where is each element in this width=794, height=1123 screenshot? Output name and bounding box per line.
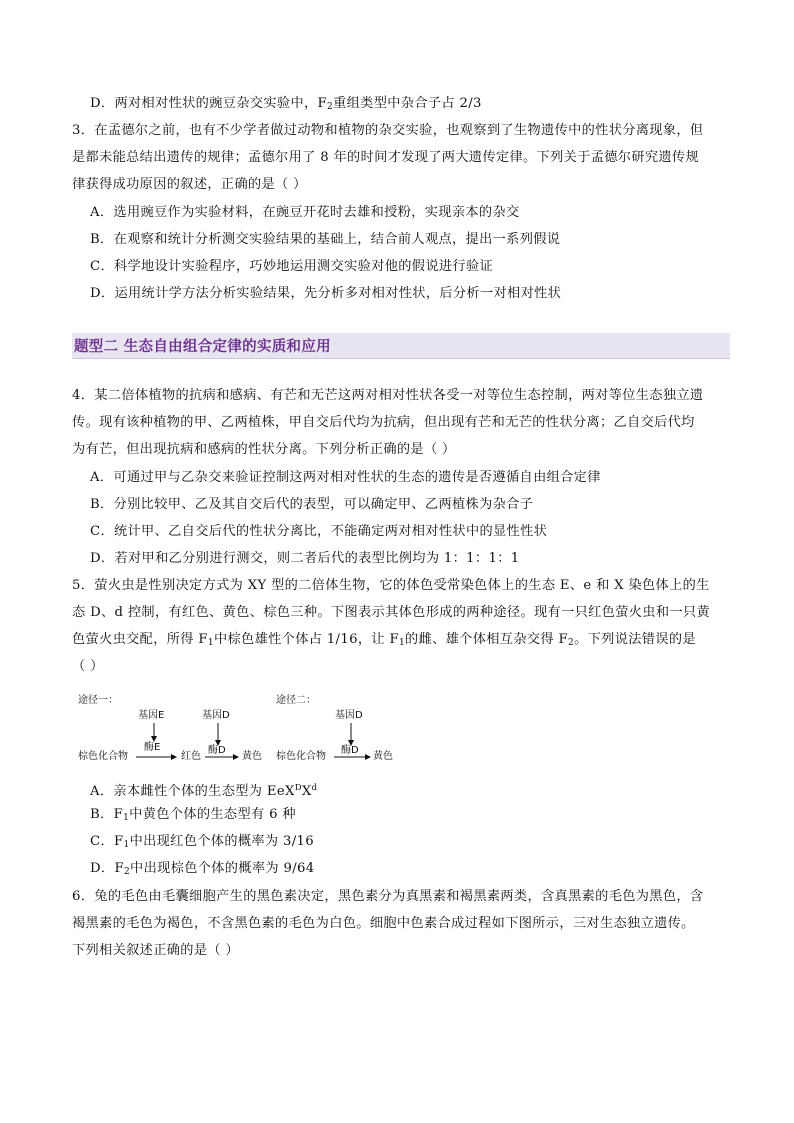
path1-enzyme-e: 酶E [144, 742, 161, 753]
path1-gene-e: 基因E [138, 710, 165, 721]
q4-stem-line-3: 为有芒，但出现抗病和感病的性状分离。下列分析正确的是（ ） [72, 442, 456, 457]
pigment-pathway-diagram [78, 693, 408, 768]
q6-stem-line-1: 6．兔的毛色由毛囊细胞产生的黑色素决定，黑色素分为真黑素和褐黑素两类，含真黑素的毛色为黑色，含 [72, 889, 704, 904]
q6-stem-line-3: 下列相关叙述正确的是（ ） [72, 943, 239, 958]
q3-option-b: B．在观察和统计分析测交实验结果的基础上，结合前人观点，提出一系列假说 [90, 232, 561, 247]
q3-stem-line-1: 3．在孟德尔之前，也有不少学者做过动物和植物的杂交实验，也观察到了生物遗传中的性状分离现象，但 [72, 123, 704, 138]
q4-stem-line-2: 传。现有该种植物的甲、乙两植株，甲自交后代均为抗病，但出现有芒和无芒的性状分离；乙自交后代均 [72, 415, 695, 430]
q3-option-d: D．运用统计学方法分析实验结果，先分析多对相对性状，后分析一对相对性状 [90, 286, 562, 301]
path1-red: 红色 [181, 751, 201, 762]
q4-option-c: C．统计甲、乙自交后代的性状分离比，不能确定两对相对性状中的显性性状 [90, 524, 548, 539]
section-heading-text: 题型二 生态自由组合定律的实质和应用 [74, 339, 331, 355]
q3-option-c: C．科学地设计实验程序，巧妙地运用测交实验对他的假说进行验证 [90, 259, 494, 274]
q6-stem-line-2: 褐黑素的毛色为褐色，不含黑色素的毛色为白色。细胞中色素合成过程如下图所示，三对生态独立遗传。 [72, 916, 695, 931]
q5-option-d: D．$F_2$中出现棕色个体的概率为 9/64 [90, 861, 315, 877]
path1-gene-d: 基因D [202, 710, 230, 721]
q3-stem-line-3: 律获得成功原因的叙述，正确的是（ ） [72, 177, 307, 192]
q5-stem-line-4: （ ） [72, 659, 104, 674]
q5-option-b: B．$F_1$中黄色个体的生态型有 6 种 [90, 807, 296, 823]
path2-gene-d: 基因D [335, 710, 363, 721]
path2-yellow: 黄色 [373, 751, 393, 762]
q4-option-a: A．可通过甲与乙杂交来验证控制这两对相对性状的生态的遗传是否遵循自由组合定律 [90, 470, 601, 485]
path1-enzyme-d: 酶D [208, 745, 226, 756]
q5-option-a: A．亲本雌性个体的生态型为 $EeX^DX^d$ [90, 783, 318, 799]
path2-label: 途径二： [276, 695, 316, 706]
q4-stem-line-1: 4．某二倍体植物的抗病和感病、有芒和无芒这两对相对性状各受一对等位生态控制，两对等位生态独立遗 [72, 388, 704, 403]
q5-option-c: C．$F_1$中出现红色个体的概率为 3/16 [90, 834, 315, 850]
path1-substrate: 棕色化合物 [78, 751, 128, 762]
q2-option-d: D．两对相对性状的豌豆杂交实验中，$F_2$重组类型中杂合子占 2/3 [90, 96, 482, 112]
path1-label: 途径一： [78, 695, 118, 706]
q4-option-d: D．若对甲和乙分别进行测交，则二者后代的表型比例均为 1：1：1：1 [90, 551, 520, 566]
q3-stem-line-2: 是都未能总结出遗传的规律；孟德尔用了 8 年的时间才发现了两大遗传定律。下列关于孟德尔研究遗传规 [72, 150, 700, 165]
q5-stem-line-1: 5．萤火虫是性别决定方式为 XY 型的二倍体生物，它的体色受常染色体上的生态 E、e 和 X 染色体上的生 [72, 578, 710, 593]
q3-option-a: A．选用豌豆作为实验材料，在豌豆开花时去雄和授粉，实现亲本的杂交 [90, 205, 520, 220]
q5-stem-line-2: 态 D、d 控制，有红色、黄色、棕色三种。下图表示其体色形成的两种途径。现有一只红色萤火虫和一只黄 [72, 605, 710, 620]
path2-enzyme-d: 酶D [341, 745, 359, 756]
path2-substrate: 棕色化合物 [276, 751, 326, 762]
q4-option-b: B．分别比较甲、乙及其自交后代的表型，可以确定甲、乙两植株为杂合子 [90, 497, 534, 512]
q5-stem-line-3: 色萤火虫交配，所得 $F_1$中棕色雄性个体占 1/16，让 $F_1$的雌、雄个体相互杂交得 $F_2$。下列说法错误的是 [72, 632, 696, 648]
path1-yellow: 黄色 [242, 751, 262, 762]
section-heading [72, 333, 730, 359]
